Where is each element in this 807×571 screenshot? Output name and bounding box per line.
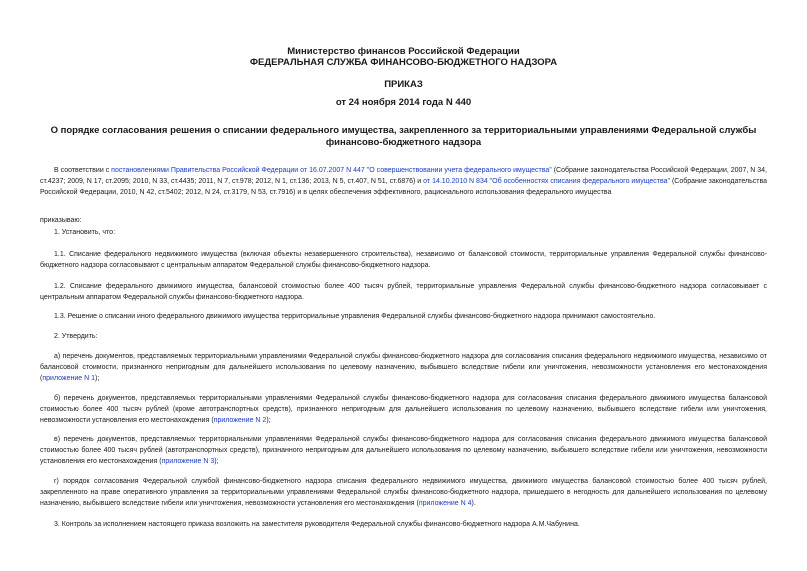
ministry-name: Министерство финансов Российской Федерации — [287, 46, 520, 57]
order-word: приказываю: — [40, 217, 82, 224]
decree-447-link[interactable]: постановлениями Правительства Российской Федерации от 16.07.2007 N 447 "О совершенствовании учета федерального имущества" — [111, 167, 552, 174]
item-2-a-end: ); — [95, 375, 100, 382]
item-2-v-end: ); — [214, 458, 219, 465]
appendix-2-link[interactable]: приложение N 2 — [213, 417, 267, 424]
appendix-4-link[interactable]: приложение N 4 — [418, 500, 472, 507]
item-2-g-text: г) порядок согласования Федеральной службой финансово-бюджетного надзора списания федерального недвижимого имущества, движимого имущества балансовой стоимостью более 400 тысяч рублей, закрепленного на праве оперативного управления за территориальными управлениями Федеральной службы финансово-бюджетного надзора, пришедшего в негодность для дальнейшего использования по целевому назначению, выбывшего вследствие гибели или уничтожения, невозможности установления его местонахождения ( — [40, 478, 767, 507]
item-2-g-end: ). — [471, 500, 476, 507]
item-2-v-text: в) перечень документов, представляемых территориальными управлениями Федеральной службы финансово-бюджетного надзора для согласования списания федерального движимого имущества балансовой стоимостью более 400 тысяч рублей (автотранспортных средств), признанного непригодным для дальнейшего использования по целевому назначению, выбывшего вследствие гибели или уничтожения, невозможности установления его местонахождения ( — [40, 436, 767, 465]
document-type: ПРИКАЗ — [384, 79, 423, 90]
appendix-3-link[interactable]: приложение N 3 — [161, 458, 215, 465]
preamble-text-2: (Собрание законодательства Российской Федерации, 2007, N 34, ст.4237; 2009, N 17, ст.2095; 2010, N 33, ст.4435; 2011, N 7, ст.978; 2012, N 1, ст.136; 2013, N 5, ст.407, N 51, ст.6876) и — [40, 167, 767, 185]
item-1: 1. Установить, что: — [54, 229, 116, 236]
item-2-a-text: а) перечень документов, представляемых территориальными управлениями Федеральной службы финансово-бюджетного надзора для согласования списания федерального недвижимого имущества, независимо от балансовой стоимости, признанного непригодным для дальнейшего использования по целевому назначению, выбывшего вследствие гибели или уничтожения, невозможности установления его местонахождения ( — [40, 353, 767, 382]
item-1-3: 1.3. Решение о списании иного федерального движимого имущества территориальные управления Федеральной службы финансово-бюджетного надзора принимают самостоятельно. — [54, 313, 656, 320]
item-2-v — [40, 434, 767, 467]
item-1-2: 1.2. Списание федерального движимого имущества, балансовой стоимостью более 400 тысяч рублей, территориальные управления Федеральной службы финансово-бюджетного надзора согласовывает с центральным аппаратом Федеральной службы финансово-бюджетного надзора. — [40, 283, 767, 301]
service-name: ФЕДЕРАЛЬНАЯ СЛУЖБА ФИНАНСОВО-БЮДЖЕТНОГО НАДЗОРА — [249, 57, 558, 68]
preamble-paragraph — [40, 165, 767, 198]
item-2: 2. Утвердить: — [54, 333, 98, 340]
appendix-1-link[interactable]: приложение N 1 — [42, 375, 95, 382]
item-3: 3. Контроль за исполнением настоящего приказа возложить на заместителя руководителя Федеральной службы финансово-бюджетного надзора А.М.Чабунина. — [54, 521, 580, 528]
item-2-b-end: ); — [266, 417, 271, 424]
document-title: О порядке согласования решения о списании федерального имущества, закрепленного за территориальными управлениями Федеральной службы финансово-бюджетного надзора — [50, 125, 757, 148]
item-1-1: 1.1. Списание федерального недвижимого имущества (включая объекты незавершенного строительства), независимо от балансовой стоимости, территориальные управления Федеральной службы финансово-бюджетного надзора согласовывают с центральным аппаратом Федеральной службы финансово-бюджетного надзора. — [40, 251, 767, 269]
item-2-b — [40, 393, 767, 426]
item-2-a — [40, 351, 767, 384]
document-date-number: от 24 ноября 2014 года N 440 — [335, 97, 472, 108]
preamble-text-1: В соответствии с — [54, 167, 112, 174]
preamble-text-3: (Собрание законодательства Российской Федерации, 2010, N 42, ст.5402; 2012, N 24, ст.3179, N 53, ст.7916) и в целях обеспечения эффективного, рационального использования федерального имущества — [40, 178, 767, 196]
item-2-b-text: б) перечень документов, представляемых территориальными управлениями Федеральной службы финансово-бюджетного надзора для согласования списания федерального движимого имущества балансовой стоимостью более 400 тысяч рублей (кроме автотранспортных средств), признанного непригодным для дальнейшего использования по целевому назначению, выбывшего вследствие гибели или уничтожения, невозможности установления его местонахождения ( — [40, 395, 767, 424]
decree-834-link[interactable]: от 14.10.2010 N 834 "Об особенностях списания федерального имущества" — [423, 178, 671, 185]
item-2-g — [40, 476, 767, 509]
